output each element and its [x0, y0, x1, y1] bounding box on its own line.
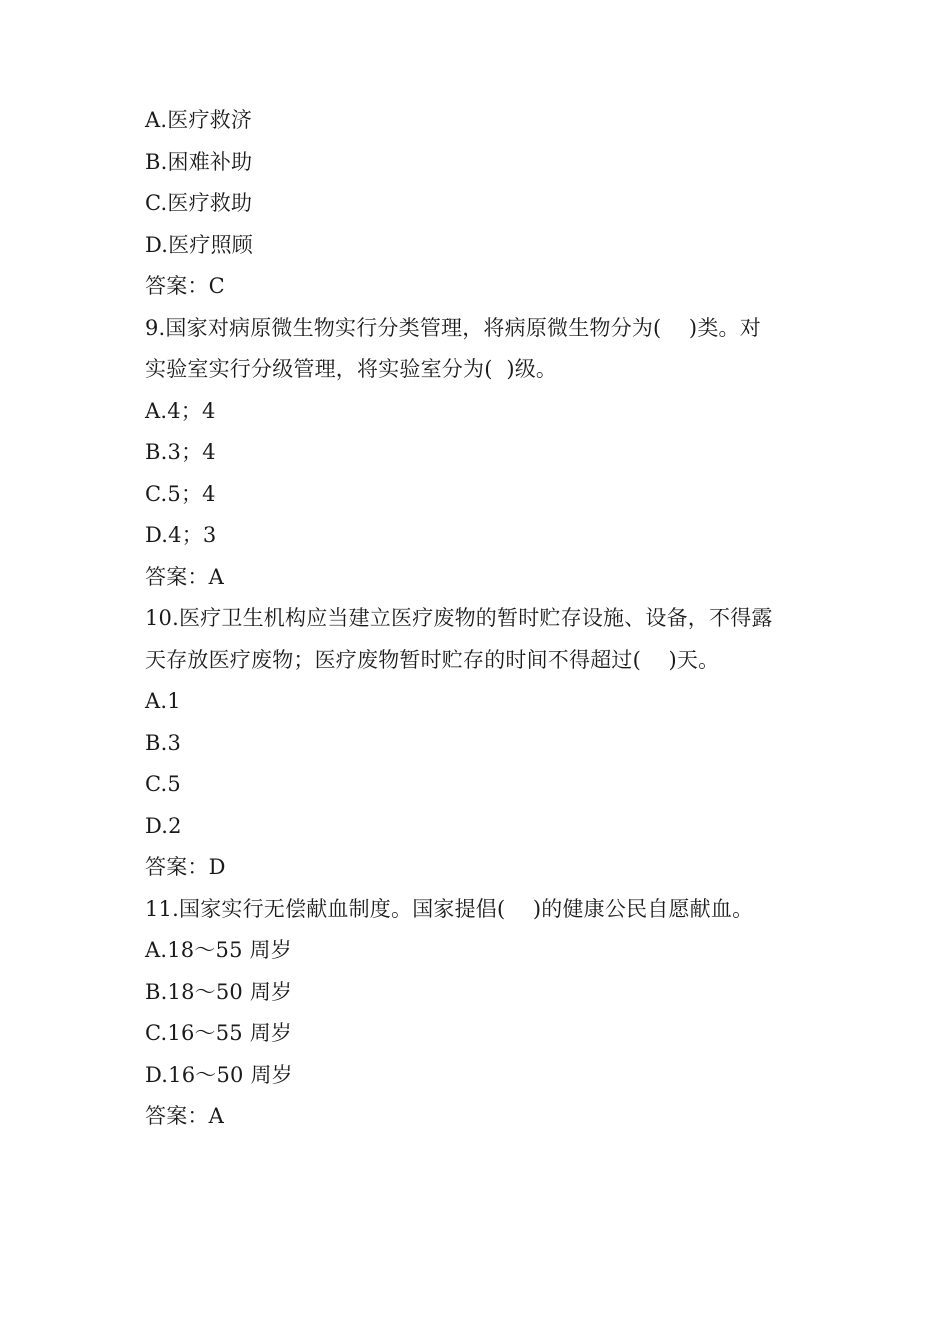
option-b-q9: B.3；4 [145, 440, 216, 464]
option-d-q9: D.4；3 [145, 523, 217, 547]
option-a-q8: A.医疗救济 [145, 108, 253, 132]
answer-q8: 答案：C [145, 274, 225, 298]
answer-q9: 答案：A [145, 564, 224, 589]
answer-q10: 答案：D [145, 855, 226, 879]
option-a-q9: A.4；4 [145, 398, 216, 423]
option-b-q11: B.18～50 周岁 [145, 979, 293, 1004]
option-d-q8: D.医疗照顾 [145, 232, 253, 257]
question-11: 11.国家实行无偿献血制度。国家提倡( )的健康公民自愿献血。 [145, 896, 754, 921]
question-10-line-1: 10.医疗卫生机构应当建立医疗废物的暂时贮存设施、设备，不得露 [145, 606, 773, 630]
option-c-q11: C.16～55 周岁 [145, 1021, 293, 1045]
option-c-q10: C.5 [145, 772, 181, 796]
question-9-line-2: 实验室实行分级管理，将实验室分为( )级。 [145, 357, 558, 381]
option-b-q10: B.3 [145, 730, 182, 755]
question-10-line-2: 天存放医疗废物；医疗废物暂时贮存的时间不得超过( )天。 [145, 647, 720, 672]
option-d-q10: D.2 [145, 813, 182, 838]
option-d-q11: D.16～50 周岁 [145, 1062, 293, 1087]
option-c-q9: C.5；4 [145, 481, 216, 506]
answer-q11: 答案：A [145, 1104, 224, 1128]
option-b-q8: B.困难补助 [145, 149, 253, 174]
question-9-line-1: 9.国家对病原微生物实行分类管理，将病原微生物分为( )类。对 [145, 315, 761, 340]
option-c-q8: C.医疗救助 [145, 191, 253, 215]
quiz-content [145, 100, 810, 1138]
option-a-q10: A.1 [145, 689, 181, 713]
option-a-q11: A.18～55 周岁 [145, 938, 292, 962]
